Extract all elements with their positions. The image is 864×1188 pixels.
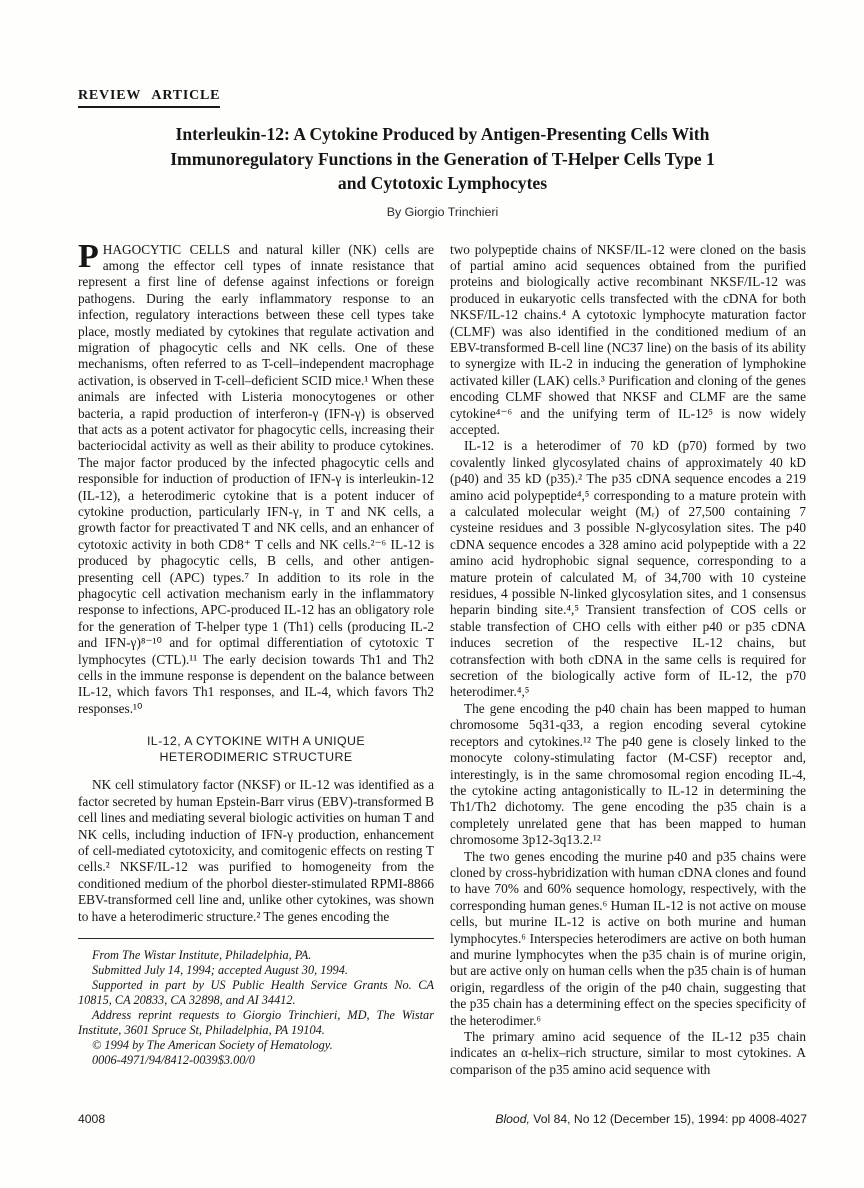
body-paragraph: The two genes encoding the murine p40 and p35 chains were cloned by cross-hybridization with human cDNA clones and found to have 70% and 60% sequence homology, respectively, with the corresponding human genes.⁶ Human IL-12 is not active on mouse cells, but murine IL-12 is active on both murine and human lymphocytes.⁶ Interspecies heterodimers are active on both human and murine lymphocytes when the p35 chain is of murine origin, but are active only on human cells when the p35 chain is of human origin, regardless of the origin of the p40 chain, suggesting that the p35 chain has a determining effect on the species specificity of the heterodimer.⁶ <box>450 848 806 1028</box>
body-paragraph: NK cell stimulatory factor (NKSF) or IL-12 was identified as a factor secreted by human Epstein-Barr virus (EBV)-transformed B cell lines and mediating several biologic activities on human T and NK cells, including induction of IFN-γ production, enhancement of cell-mediated cytotoxicity, and comitogenic effects on resting T cells.² NKSF/IL-12 was purified to homogeneity from the conditioned medium of the phorbol diester-stimulated RPMI-8866 EBV-transformed cell line and, unlike other cytokines, was shown to have a heterodimeric structure.² The genes encoding the <box>78 777 434 924</box>
journal-citation <box>495 1112 807 1126</box>
footnote-submission-dates: Submitted July 14, 1994; accepted August 30, 1994. <box>92 962 348 977</box>
section-heading: IL-12, A CYTOKINE WITH A UNIQUE HETERODIMERIC STRUCTURE <box>146 734 366 764</box>
body-paragraph: The primary amino acid sequence of the IL-12 p35 chain indicates an α-helix–rich structure, similar to most cytokines. A comparison of the p35 amino acid sequence with <box>450 1029 806 1077</box>
journal-citation-rest: Vol 84, No 12 (December 15), 1994: pp 4008-4027 <box>529 1112 807 1126</box>
intro-paragraph <box>78 237 434 718</box>
footnote-block <box>78 938 434 1068</box>
body-paragraph: IL-12 is a heterodimer of 70 kD (p70) formed by two covalently linked glycosylated chains of approximately 40 kD (p40) and 35 kD (p35).² The p35 cDNA sequence encodes a 219 amino acid polypeptide⁴,⁵ corresponding to a mature protein with a calculated molecular weight (Mᵣ) of 27,500 containing 7 cysteine residues and 3 possible N-glycosylation sites. The p40 cDNA sequence encodes a 328 amino acid polypeptide with a 22 amino acid hydrophobic signal sequence, corresponding to a mature protein of calculated Mᵣ of 34,700 with 10 cysteine residues, 4 possible N-linked glycosylation sites, and 1 consensus heparin binding site.⁴,⁵ Transient transfection of COS cells or stable transfection of CHO cells with either p40 or p35 cDNA induces secretion of the respective IL-12 chains, but cotransfection with both cDNA in the same cells is required for secretion of the biologically active form of IL-12, the p70 heterodimer.⁴,⁵ <box>450 438 806 700</box>
journal-name: Blood, <box>495 1112 530 1126</box>
page-number: 4008 <box>78 1112 106 1126</box>
footnote-grants: Supported in part by US Public Health Service Grants No. CA 10815, CA 20833, CA 32898, and AI 34412. <box>78 977 434 1007</box>
article-title-line-1: Interleukin-12: A Cytokine Produced by Antigen-Presenting Cells With <box>175 124 710 144</box>
review-article-label: REVIEW ARTICLE <box>78 88 220 108</box>
page-footer <box>78 1112 807 1126</box>
right-column <box>450 242 806 1079</box>
two-column-body <box>78 237 807 1079</box>
footnote-affiliation: From The Wistar Institute, Philadelphia, PA. <box>92 947 312 962</box>
article-masthead <box>78 86 807 219</box>
article-title-line-2: Immunoregulatory Functions in the Generation of T-Helper Cells Type 1 <box>170 148 715 169</box>
footnote-copyright: © 1994 by The American Society of Hematology. <box>92 1037 333 1052</box>
body-paragraph: two polypeptide chains of NKSF/IL-12 were cloned on the basis of partial amino acid sequences obtained from the purified proteins and biologically active recombinant NKSF/IL-12 was produced in eukaryotic cells transfected with the cDNA for both NKSF/IL-12 chains.⁴ A cytotoxic lymphocyte maturation factor (CLMF) was also identified in the conditioned medium of an EBV-transformed B-cell line (NC37 line) on the basis of its ability to synergize with IL-2 in inducing the generation of lymphokine activated killer (LAK) cells.³ Purification and cloning of the genes encoding CLMF showed that NKSF and CLMF are the same cytokine⁴⁻⁶ and the unifying term of IL-12⁵ is now widely accepted. <box>450 241 806 437</box>
footnote-reprint-address: Address reprint requests to Giorgio Trinchieri, MD, The Wistar Institute, 3601 Spruce St, Philadelphia, PA 19104. <box>78 1007 434 1037</box>
footnote-issn-code: 0006-4971/94/8412-0039$3.00/0 <box>92 1052 255 1067</box>
byline: By Giorgio Trinchieri <box>386 204 499 219</box>
dropcap-letter: P <box>78 237 99 275</box>
left-column <box>78 237 434 1079</box>
footnote-rule <box>78 938 434 939</box>
body-paragraph: The gene encoding the p40 chain has been mapped to human chromosome 5q31-q33, a region encoding several cytokine receptors and cytokines.¹² The p40 gene is closely linked to the monocyte colony-stimulating factor (M-CSF) receptor and, interestingly, is in the same chromosomal region encoding IL-4, the cytokine acting antagonistically to IL-12 in determining the Th1/Th2 dichotomy. The gene encoding the p35 chain is a completely unrelated gene that has been mapped to human chromosome 3p12-3q13.2.¹² <box>450 700 806 848</box>
article-title <box>78 122 807 196</box>
intro-paragraph-text: HAGOCYTIC CELLS and natural killer (NK) cells are among the effector cell types of innate resistance that represent a first line of defense against infections or foreign pathogens. During the early inflammatory response to an infection, regulatory interactions between these cell types take place, mostly mediated by cytokines that regulate activation and migration of phagocytic cells and NK cells. One of these mechanisms, often referred to as T-cell–independent macrophage activation, is observed in T-cell–deficient SCID mice.¹ When these animals are infected with Listeria monocytogenes or other bacteria, a rapid production of interferon-γ (IFN-γ) is observed that acts as a potent activator for phagocytic cells, increasing their bacteriocidal activity as well as their ability to produce cytokines. The major factor produced by the infected phagocytic cells and responsible for induction of production of IFN-γ is interleukin-12 (IL-12), a heterodimeric cytokine that is a potent inducer of cytokine production, particularly IFN-γ, in T and NK cells, a growth factor for preactivated T and NK cells, and an enhancer of cytotoxic activity in both CD8⁺ T cells and NK cells.²⁻⁶ IL-12 is produced by phagocytic cells, B cells, and other antigen-presenting cell (APC) types.⁷ In addition to its role in the phagocytic cell activation mechanism early in the inflammatory response to infections, APC-produced IL-12 has an obligatory role for the generation of T-helper type 1 (Th1) cells (producing IL-2 and IFN-γ)⁸⁻¹⁰ and for optimal differentiation of cytotoxic T lymphocytes (CTL).¹¹ The early decision towards Th1 and Th2 cells in the immune response is dependent on the balance between IL-12, which favors Th1 responses, and IL-4, which favors Th2 responses.¹⁰ <box>78 241 434 716</box>
article-title-line-3: and Cytotoxic Lymphocytes <box>337 173 548 193</box>
